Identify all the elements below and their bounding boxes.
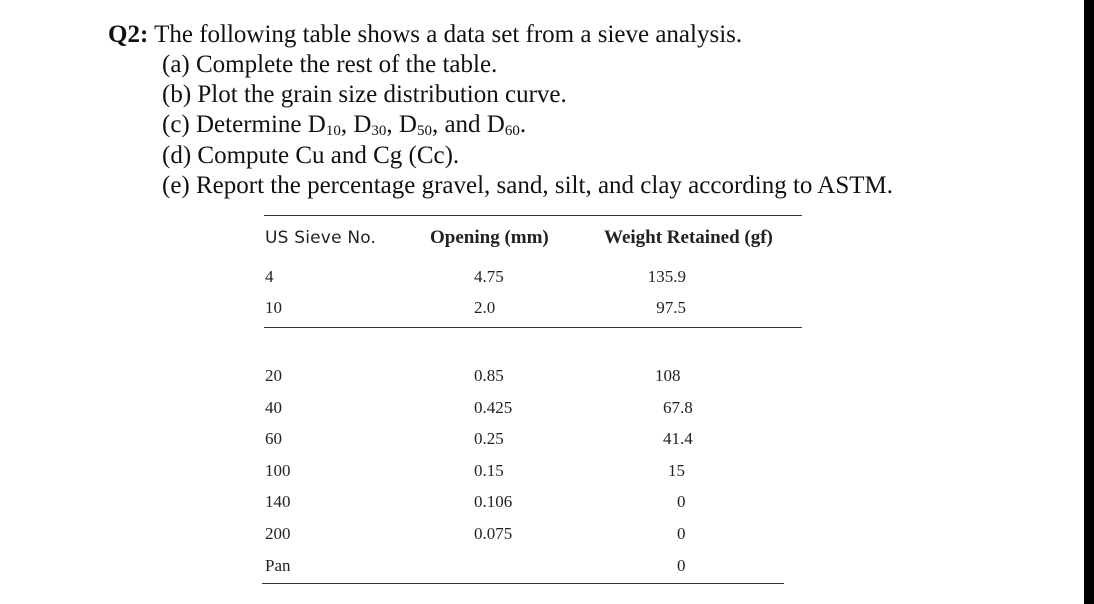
part-c-sep1: , D xyxy=(340,111,372,138)
row-3-opening: 0.85 xyxy=(474,366,504,385)
header-weight-retained: Weight Retained (gf) xyxy=(604,227,773,248)
row-7-opening: 0.106 xyxy=(474,492,513,511)
row-2-sieve: 10 xyxy=(265,298,282,317)
question-intro: The following table shows a data set from a sieve analysis. xyxy=(154,21,743,48)
row-5-opening: 0.25 xyxy=(474,429,504,448)
header-opening: Opening (mm) xyxy=(430,227,549,248)
header-sieve-no: US Sieve No. xyxy=(265,228,377,248)
question-number: Q2: xyxy=(108,21,149,48)
part-e: (e) Report the percentage gravel, sand, silt, and clay according to ASTM. xyxy=(162,172,894,199)
d60-subscript: 60 xyxy=(504,123,520,139)
row-9-sieve: Pan xyxy=(265,556,291,575)
row-6-weight: 15 xyxy=(668,461,685,480)
row-8-weight: 0 xyxy=(677,524,686,543)
question-heading xyxy=(108,20,742,50)
row-2-weight: 97.5 xyxy=(656,298,686,317)
row-5-weight: 41.4 xyxy=(663,429,693,448)
part-a: (a) Complete the rest of the table. xyxy=(162,51,498,78)
part-d: (d) Compute Cu and Cg (Cc). xyxy=(162,142,460,169)
part-c-prefix: (c) Determine D xyxy=(162,111,326,138)
row-9-weight: 0 xyxy=(677,556,686,575)
row-1-sieve: 4 xyxy=(265,267,274,286)
row-3-weight: 108 xyxy=(655,366,681,385)
row-4-weight: 67.8 xyxy=(663,398,693,417)
row-1-weight: 135.9 xyxy=(647,267,686,286)
row-3-sieve: 20 xyxy=(265,366,282,385)
d10-subscript: 10 xyxy=(325,123,341,139)
d50-subscript: 50 xyxy=(416,123,432,139)
row-5-sieve: 60 xyxy=(265,429,282,448)
row-6-opening: 0.15 xyxy=(474,461,504,480)
row-8-sieve: 200 xyxy=(265,524,291,543)
part-c-suffix: . xyxy=(519,111,527,138)
part-c-sep3: , and D xyxy=(431,111,505,138)
row-7-sieve: 140 xyxy=(265,492,291,511)
part-c xyxy=(162,110,526,140)
row-8-opening: 0.075 xyxy=(474,524,513,543)
table-middle-rule xyxy=(264,327,802,328)
part-c-sep2: , D xyxy=(386,111,417,138)
part-b: (b) Plot the grain size distribution curve. xyxy=(162,81,567,108)
table-top-rule xyxy=(264,215,802,216)
d30-subscript: 30 xyxy=(371,123,387,139)
row-2-opening: 2.0 xyxy=(474,298,496,317)
screen-edge-strip xyxy=(1084,0,1094,604)
table-bottom-rule xyxy=(262,583,784,584)
row-4-opening: 0.425 xyxy=(474,398,513,417)
row-1-opening: 4.75 xyxy=(474,267,504,286)
row-4-sieve: 40 xyxy=(265,398,282,417)
row-6-sieve: 100 xyxy=(265,461,291,480)
row-7-weight: 0 xyxy=(677,492,686,511)
